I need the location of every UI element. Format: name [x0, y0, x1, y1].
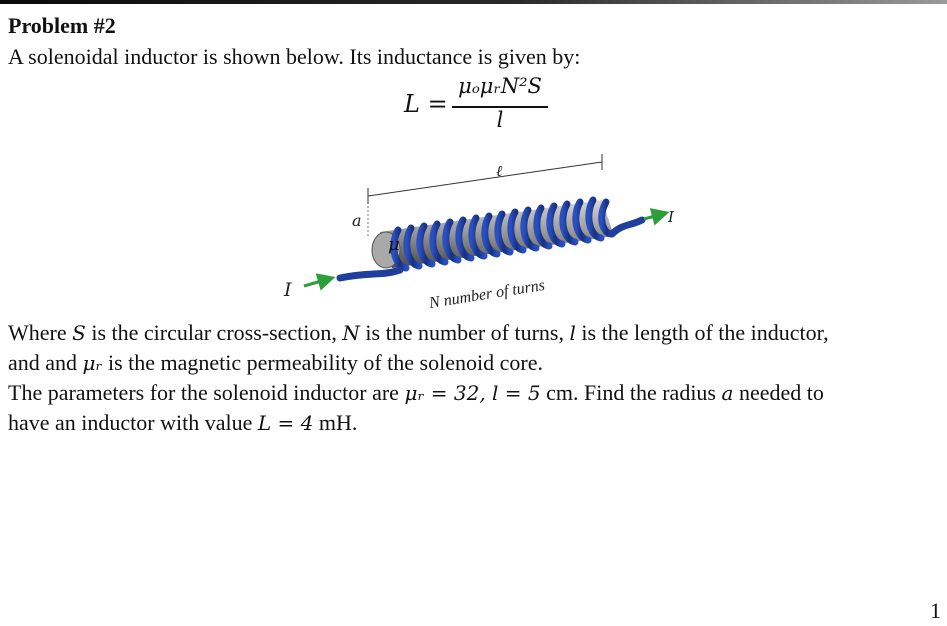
intro-text: A solenoidal inductor is shown below. Its inductance is given by: — [8, 44, 581, 69]
formula-numerator: μₒμᵣN²S — [458, 74, 542, 98]
current-out-arrow — [644, 213, 666, 219]
solenoid-illustration — [270, 150, 690, 320]
page-number: 1 — [930, 598, 941, 623]
formula-denominator: l — [496, 108, 504, 132]
radius-label: a — [352, 211, 362, 230]
turns-label: N number of turns — [427, 276, 547, 312]
permeability-label: μ — [388, 234, 400, 255]
length-label: ℓ — [496, 162, 503, 180]
problem-statement — [8, 318, 943, 438]
paragraph-1: Where S is the circular cross-section, N is the number of turns, l is the length of the inductor, — [8, 320, 829, 345]
current-in-arrow — [304, 278, 332, 286]
paragraph-2: and and μᵣ is the magnetic permeability of the solenoid core. — [8, 350, 543, 375]
current-out-label: I — [668, 208, 674, 226]
input-lead-wire — [340, 270, 400, 278]
paragraph-3: The parameters for the solenoid inductor are μᵣ = 32, l = 5 cm. Find the radius a needed to — [8, 380, 824, 405]
paragraph-4: have an inductor with value L = 4 mH. — [8, 410, 358, 435]
top-rule — [0, 0, 947, 4]
formula-lhs: L = — [404, 90, 448, 118]
problem-title: Problem #2 — [8, 13, 116, 38]
output-lead-wire — [612, 220, 642, 234]
length-dimension-line — [368, 162, 602, 196]
solenoid-figure — [270, 150, 690, 320]
current-in-label: I — [284, 279, 292, 301]
